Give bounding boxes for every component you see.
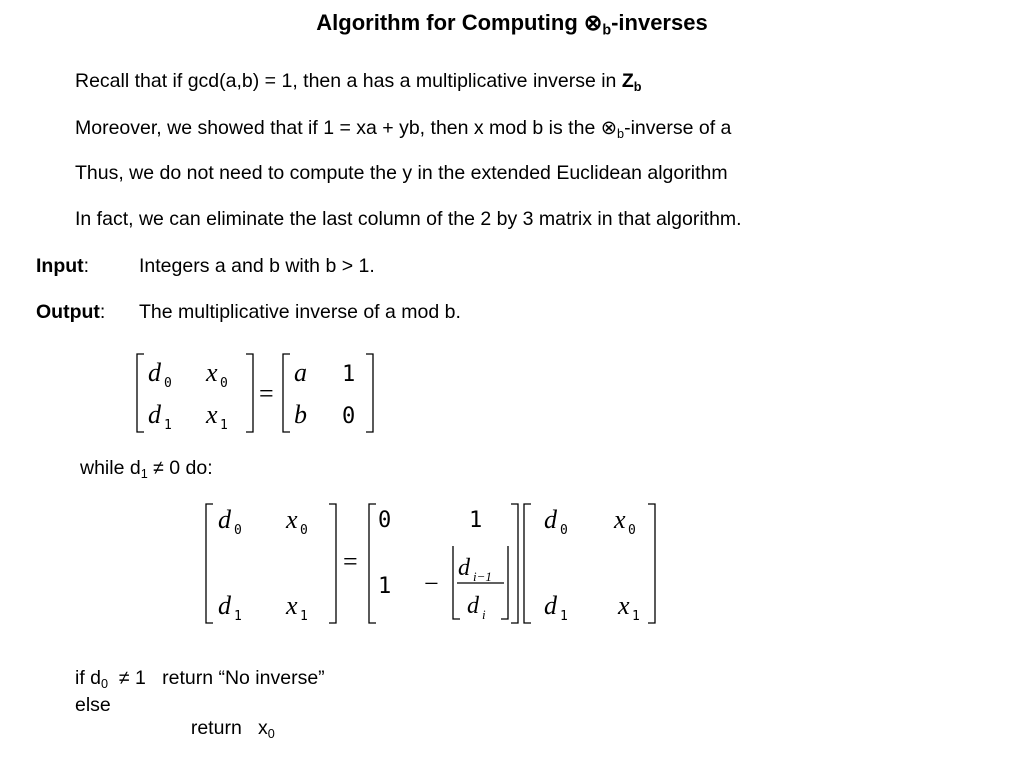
rhs-d1-subscript: 1 (560, 609, 568, 624)
rhs-d1-symbol: d (544, 591, 557, 620)
thus-line: Thus, we do not need to compute the y in the extended Euclidean algorithm (75, 162, 728, 184)
mid-bracket-open (369, 504, 376, 623)
rhs-d0-symbol: d (544, 505, 557, 534)
frac-den-symbol: d (467, 593, 479, 619)
d0-symbol: d (148, 358, 161, 387)
mid-one-bottom: 1 (378, 574, 392, 599)
if-sub: 0 (101, 676, 109, 691)
else-label: else (75, 694, 111, 716)
lhs-x1-symbol: x (286, 591, 298, 620)
x1-symbol: x (206, 400, 218, 429)
update-equals-sign: = (343, 547, 358, 576)
recall-text: Recall that if gcd(a,b) = 1, then a has a multiplicative inverse in (75, 70, 622, 92)
d1-subscript: 1 (164, 418, 172, 433)
left-bracket-close (246, 354, 253, 432)
input-text: Integers a and b with b > 1. (139, 255, 375, 277)
value-one: 1 (342, 362, 356, 387)
rhs-d0-subscript: 0 (560, 523, 568, 538)
lhs-d1-symbol: d (218, 591, 231, 620)
title-operator-sub: b (602, 22, 612, 39)
return-line (180, 694, 275, 740)
rhs-x1-symbol: x (618, 591, 630, 620)
title-suffix: -inverses (611, 10, 708, 35)
moreover-operator-sub: b (617, 126, 625, 141)
value-a: a (294, 358, 307, 387)
if-post: ≠ 1 return “No inverse” (108, 667, 325, 689)
left-bracket-open (137, 354, 144, 432)
return-text: return x (190, 717, 268, 739)
ring-symbol: Z (621, 70, 634, 92)
x1-subscript: 1 (220, 418, 228, 433)
lhs-d0-subscript: 0 (234, 523, 242, 538)
while-sub: 1 (140, 466, 148, 481)
init-matrix-equation (128, 350, 388, 438)
mid-bracket-close (511, 504, 518, 623)
moreover-text: Moreover, we showed that if 1 = xa + yb, then x mod b is the (75, 117, 601, 139)
in-fact-line: In fact, we can eliminate the last column of the 2 by 3 matrix in that algorithm. (75, 208, 742, 230)
rhs-x0-symbol: x (614, 505, 626, 534)
d0-subscript: 0 (164, 376, 172, 391)
lhs-x0-symbol: x (286, 505, 298, 534)
lhs-d0-symbol: d (218, 505, 231, 534)
while-line (80, 457, 213, 480)
moreover-operator: ⊗ (600, 117, 618, 139)
if-line (75, 667, 325, 690)
output-row (36, 301, 105, 324)
rhs-x1-subscript: 1 (632, 609, 640, 624)
frac-num-subscript: i−1 (473, 569, 492, 584)
equals-sign: = (259, 379, 274, 408)
ring-symbol-sub: b (633, 79, 642, 94)
moreover-post: -inverse of a (624, 117, 732, 139)
input-colon: : (83, 255, 90, 277)
while-text: while d (80, 457, 141, 479)
input-label: Input (36, 255, 84, 277)
title-prefix: Algorithm for Computing (316, 10, 584, 35)
while-post: ≠ 0 do: (147, 457, 213, 479)
mid-one-top: 1 (469, 508, 483, 533)
value-b: b (294, 400, 307, 429)
input-row (36, 255, 89, 278)
lhs-d1-subscript: 1 (234, 609, 242, 624)
page-title (0, 10, 1024, 39)
frac-den-subscript: i (482, 607, 486, 622)
x0-subscript: 0 (220, 376, 228, 391)
lhs-x0-subscript: 0 (300, 523, 308, 538)
rhs-bracket-close (648, 504, 655, 623)
recall-line (75, 70, 641, 93)
return-sub: 0 (267, 726, 275, 741)
lhs-x1-subscript: 1 (300, 609, 308, 624)
d1-symbol: d (148, 400, 161, 429)
rhs-bracket-open (524, 504, 531, 623)
mid-zero: 0 (378, 508, 392, 533)
right-bracket-close (366, 354, 373, 432)
minus-sign: − (424, 569, 439, 598)
right-bracket-open (283, 354, 290, 432)
output-colon: : (99, 301, 106, 323)
moreover-line (75, 116, 731, 140)
if-text: if d (75, 667, 102, 689)
title-operator: ⊗ (583, 10, 603, 35)
x0-symbol: x (206, 358, 218, 387)
frac-num-symbol: d (458, 555, 470, 581)
output-text: The multiplicative inverse of a mod b. (139, 301, 461, 323)
update-matrix-equation (198, 496, 668, 630)
lhs-bracket-open (206, 504, 213, 623)
rhs-x0-subscript: 0 (628, 523, 636, 538)
value-zero: 0 (342, 404, 356, 429)
output-label: Output (36, 301, 100, 323)
lhs-bracket-close (329, 504, 336, 623)
